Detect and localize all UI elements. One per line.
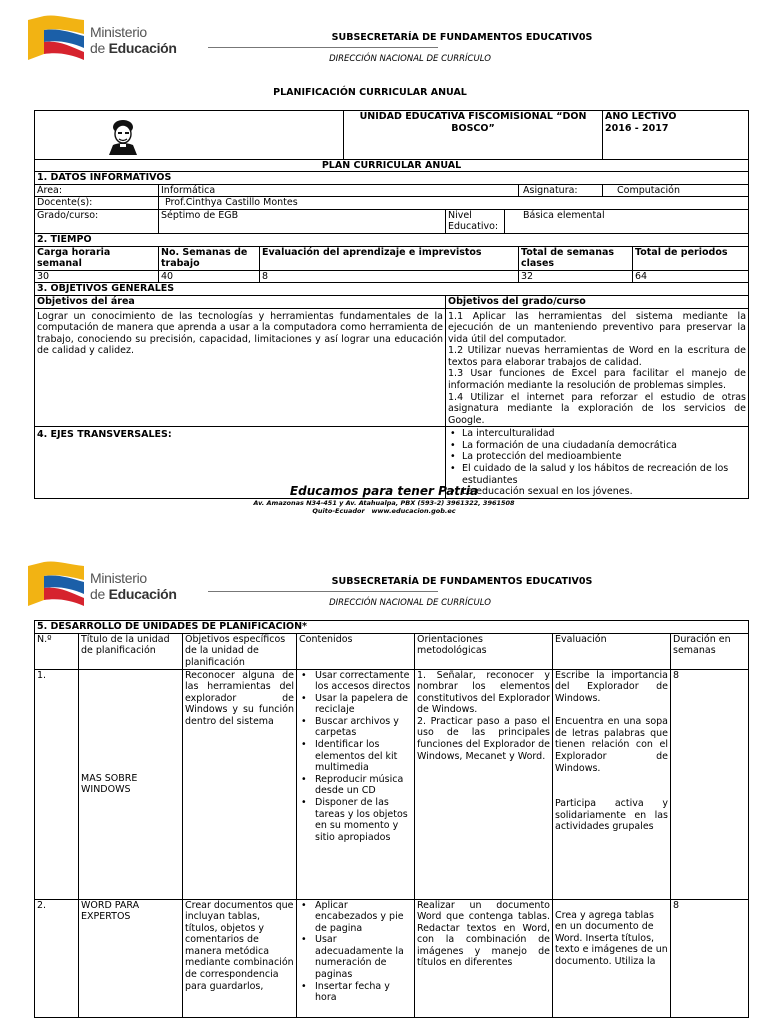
- area-label: Área:: [35, 184, 159, 197]
- unit-objetivos: Crear documentos que incluyan tablas, títulos, objetos y comentarios de manera metódica mediante combinación de correspondencia para guardarlos,: [183, 899, 297, 1017]
- col-header: Evaluación: [553, 633, 671, 669]
- eje-item: • La interculturalidad: [458, 428, 746, 440]
- unit-title: MAS SOBRE WINDOWS: [79, 669, 183, 899]
- eje-item: • La protección del medioambiente: [458, 451, 746, 463]
- unidad-educativa-cell: UNIDAD EDUCATIVA FISCOMISIONAL “DON BOSCO”: [344, 111, 603, 160]
- col-header: Título de la unidad de planificación: [79, 633, 183, 669]
- unit-duracion: 8: [671, 669, 749, 899]
- anio-lectivo-cell: [603, 111, 749, 160]
- unit-number: 2.: [35, 899, 79, 1017]
- evaluacion-item: Participa activa y solidariamente en las actividades grupales: [555, 798, 668, 833]
- footer-address: Av. Amazonas N34-451 y Av. Atahualpa, PBX (593-2) 3961322, 3961508: [253, 499, 515, 507]
- subsecretaria-title: SUBSECRETARÍA DE FUNDAMENTOS EDUCATIV0S: [331, 32, 593, 43]
- contenido-item: • Aplicar encabezados y pie de pagina: [315, 900, 412, 935]
- grado-label: Grado/curso:: [35, 209, 159, 233]
- carga-horaria-header: Carga horaria semanal: [35, 246, 159, 270]
- planificacion-table: [34, 110, 749, 499]
- contenido-item: • Buscar archivos y carpetas: [315, 716, 412, 739]
- contenido-item: • Usar la papelera de reciclaje: [315, 693, 412, 716]
- grado-value: Séptimo de EGB: [159, 209, 446, 233]
- header-divider: [208, 47, 438, 48]
- ministerio-logo: [26, 560, 216, 608]
- carga-horaria-value: 30: [35, 270, 159, 283]
- total-semanas-header: Total de semanas clases: [519, 246, 633, 270]
- desarrollo-unidades-table: [34, 620, 749, 1018]
- contenido-item: • Usar correctamente los accesos directos: [315, 670, 412, 693]
- eje-item: • El cuidado de la salud y los hábitos de recreación de los estudiantes: [458, 463, 746, 486]
- direccion-subtitle: DIRECCIÓN NACIONAL DE CURRÍCULO: [329, 54, 491, 64]
- evaluacion-value: 8: [260, 270, 519, 283]
- total-periodos-value: 64: [633, 270, 749, 283]
- anio-lectivo-label: AÑO LECTIVO: [605, 111, 677, 122]
- docente-label: Docente(s):: [35, 197, 159, 210]
- unit-objetivos: Reconocer alguna de las herramientas del explorador de Windows y su función dentro del sistema: [183, 669, 297, 899]
- tiempo-heading: 2. TIEMPO: [35, 234, 749, 247]
- ministerio-logo: [26, 14, 216, 62]
- plan-curricular-heading: PLAN CURRICULAR ANUAL: [35, 159, 749, 172]
- datos-informativos-heading: 1. DATOS INFORMATIVOS: [35, 172, 749, 185]
- table-row: [35, 669, 749, 899]
- objetivo-grado-item: 1.3 Usar funciones de Excel para facilitar el manejo de información mediante la resolución de problemas simples.: [448, 368, 747, 391]
- col-header: Duración en semanas: [671, 633, 749, 669]
- objetivos-grado-list: [446, 308, 749, 427]
- objetivos-area-text: Lograr un conocimiento de las tecnologías y herramientas fundamentales de la computación de manera que aprenda a usar a la computadora como herramienta de trabajo, conociendo su precisión, capacidad, limitaciones y así lograr una educación de calidad y calidez.: [35, 308, 446, 427]
- col-header: N.º: [35, 633, 79, 669]
- unit-title: WORD PARA EXPERTOS: [79, 899, 183, 1017]
- semanas-trabajo-value: 40: [159, 270, 260, 283]
- flag-swoosh-icon: [26, 560, 88, 608]
- total-periodos-header: Total de periodos: [633, 246, 749, 270]
- total-semanas-value: 32: [519, 270, 633, 283]
- unit-number: 1.: [35, 669, 79, 899]
- semanas-trabajo-header: No. Semanas de trabajo: [159, 246, 260, 270]
- unit-orientaciones: Realizar un documento Word que contenga tablas. Redactar textos en Word, con la combinación de imágenes y manejo de títulos en diferentes: [415, 899, 553, 1017]
- col-header: Orientaciones metodológicas: [415, 633, 553, 669]
- evaluacion-item: Escribe la importancia del Explorador de Windows.: [555, 669, 668, 704]
- unit-evaluacion: Crea y agrega tablas en un documento de Word. Inserta títulos, texto e imágenes de un documento. Utiliza la: [553, 899, 671, 1017]
- direccion-subtitle: DIRECCIÓN NACIONAL DE CURRÍCULO: [329, 598, 491, 608]
- objetivos-grado-header: Objetivos del grado/curso: [446, 295, 749, 308]
- desarrollo-heading: 5. DESARROLLO DE UNIDADES DE PLANIFICACIÓN*: [35, 621, 749, 634]
- unit-contenidos: [297, 669, 415, 899]
- contenido-item: • Insertar fecha y hora: [315, 981, 412, 1004]
- evaluacion-header: Evaluación del aprendizaje e imprevistos: [260, 246, 519, 270]
- col-header: Objetivos específicos de la unidad de planificación: [183, 633, 297, 669]
- logo-ministerio-text: Ministerio: [90, 24, 147, 40]
- objetivo-grado-item: 1.1 Aplicar las herramientas del sistema mediante la ejecución de un manteniendo preventivo para preservar la vida útil del computador.: [448, 310, 747, 345]
- footer-city-web: Quito-Ecuador www.educacion.gob.ec: [312, 507, 456, 515]
- don-bosco-portrait-icon: [103, 115, 143, 155]
- portrait-cell: [35, 111, 344, 160]
- logo-educacion-text: de Educación: [90, 40, 177, 56]
- unit-contenidos: [297, 899, 415, 1017]
- flag-swoosh-icon: [26, 14, 88, 62]
- anio-lectivo-value: 2016 - 2017: [605, 122, 669, 134]
- page-title: PLANIFICACIÓN CURRICULAR ANUAL: [273, 87, 467, 98]
- header-divider: [208, 591, 438, 592]
- col-header: Contenidos: [297, 633, 415, 669]
- objetivo-grado-item: 1.2 Utilizar nuevas herramientas de Word en la escritura de textos para elaborar trabajos de calidad.: [448, 345, 747, 368]
- ejes-transversales-heading: 4. EJES TRANSVERSALES:: [35, 427, 446, 498]
- orientacion-item: 1. Señalar, reconocer y nombrar los elementos constitutivos del Explorador de Windows.: [417, 669, 550, 716]
- objetivos-area-header: Objetivos del área: [35, 295, 446, 308]
- unit-orientaciones: [415, 669, 553, 899]
- contenido-item: • Usar adecuadamente la numeración de paginas: [315, 934, 412, 980]
- docente-value: Prof.Cinthya Castillo Montes: [159, 197, 749, 210]
- footer-slogan: Educamos para tener Patria: [289, 484, 479, 498]
- contenido-item: • Reproducir música desde un CD: [315, 774, 412, 797]
- asignatura-value: Computación: [603, 184, 749, 197]
- subsecretaria-title: SUBSECRETARÍA DE FUNDAMENTOS EDUCATIV0S: [331, 576, 593, 587]
- table-row: [35, 899, 749, 1017]
- objetivos-generales-heading: 3. OBJETIVOS GENERALES: [35, 283, 749, 296]
- nivel-value: Básica elemental: [505, 209, 749, 233]
- eje-item: • La educación sexual en los jóvenes.: [458, 486, 746, 498]
- evaluacion-item: Encuentra en una sopa de letras palabras que tienen relación con el Explorador de Windows.: [555, 716, 668, 774]
- area-value: Informática: [159, 184, 519, 197]
- unit-duracion: 8: [671, 899, 749, 1017]
- orientacion-item: 2. Practicar paso a paso el uso de las principales funciones del Explorador de Windows, Mecanet y Word.: [417, 715, 550, 762]
- contenido-item: • Disponer de las tareas y los objetos en su momento y sitio apropiados: [315, 797, 412, 843]
- asignatura-label: Asignatura:: [519, 184, 603, 197]
- eje-item: • La formación de una ciudadanía democrática: [458, 440, 746, 452]
- logo-ministerio-text: Ministerio: [90, 570, 147, 586]
- logo-educacion-text: de Educación: [90, 586, 177, 602]
- nivel-label: Nivel Educativo:: [446, 209, 505, 233]
- objetivo-grado-item: 1.4 Utilizar el internet para reforzar el estudio de otras asignatura mediante la exploración de los servicios de Google.: [448, 391, 747, 426]
- contenido-item: • Identificar los elementos del kit multimedia: [315, 739, 412, 774]
- unit-evaluacion: [553, 669, 671, 899]
